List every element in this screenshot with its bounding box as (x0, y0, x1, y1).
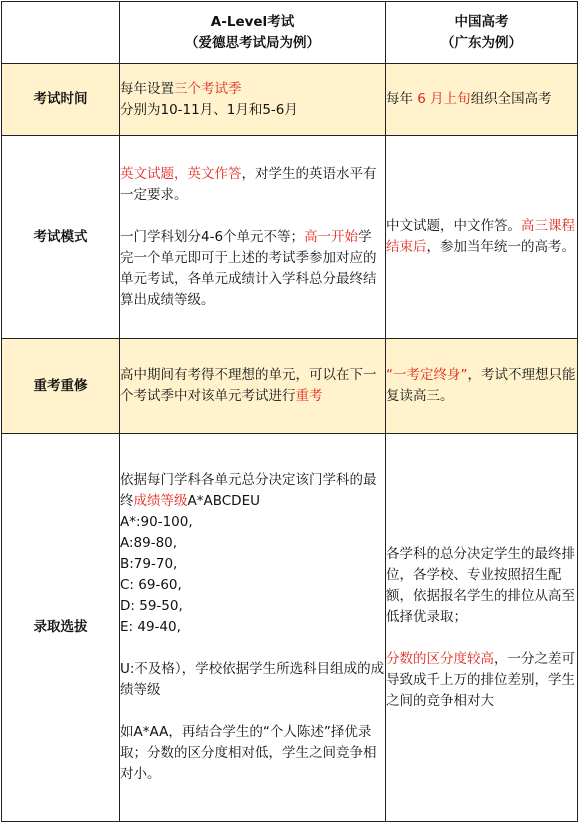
row-label-retake: 重考重修 (2, 339, 120, 434)
row-label-admission: 录取选拔 (2, 434, 120, 822)
corner-cell (2, 2, 120, 64)
row-admission (2, 434, 578, 822)
paragraph: 如A*AA，再结合学生的“个人陈述”择优录取；分数的区分度相对低，学生之间竞争相对小。 (120, 724, 377, 782)
text: 依据每门学科各单元总分决定该门学科的最终 (120, 472, 377, 509)
row-exam-time (2, 64, 578, 136)
text: 分别为10-11月、1月和5-6月 (120, 101, 298, 118)
highlight-text: 重考 (295, 388, 323, 404)
alevel-title: A-Level考试 (210, 13, 295, 30)
gaokao-admission (386, 434, 578, 822)
paragraph (120, 227, 385, 311)
gaokao-retake (386, 339, 578, 434)
highlight-text: 三个考试季 (174, 80, 242, 97)
text: A*ABCDEU (187, 493, 260, 509)
row-label-exam-time: 考试时间 (2, 64, 120, 136)
highlight-text: 成绩等级 (133, 493, 188, 509)
text: 学完一个单元即可于上述的考试季参加对应的单元考试，各单元成绩计入学科总分最终结算出成绩等级。 (120, 228, 377, 308)
paragraph (120, 470, 385, 512)
row-label-exam-mode: 考试模式 (2, 136, 120, 339)
text: 每年设置 (120, 80, 174, 97)
header-row (2, 2, 578, 64)
grade-line: D: 59-50, (120, 598, 183, 614)
highlight-text: 分数的区分度较高 (386, 650, 494, 667)
highlight-text: 英文试题，英文作答 (120, 165, 242, 182)
gaokao-subtitle: （广东为例） (441, 34, 522, 51)
text: ，对学生的英语水平有一定要求。 (120, 165, 377, 203)
grade-line: A:89-80, (120, 535, 178, 551)
alevel-admission (120, 434, 386, 822)
gaokao-exam-time (386, 64, 578, 136)
grade-line: E: 49-40, (120, 619, 181, 635)
paragraph (120, 164, 385, 206)
alevel-exam-mode (120, 136, 386, 339)
text: ，参加当年统一的高考。 (426, 239, 575, 255)
paragraph: 各学科的总分决定学生的最终排位，各学校、专业按照招生配额，依据报名学生的排位从高至低择优录取； (386, 545, 575, 625)
alevel-retake (120, 339, 386, 434)
alevel-subtitle: （爱德思考试局为例） (185, 34, 320, 51)
text: 组织全国高考 (470, 91, 552, 107)
alevel-column-header (120, 2, 386, 64)
grade-line: A*:90-100, (120, 514, 193, 530)
row-exam-mode (2, 136, 578, 339)
paragraph (386, 649, 577, 712)
gaokao-exam-mode (386, 136, 578, 339)
highlight-text: 高一开始 (304, 228, 359, 245)
paragraph: U:不及格），学校依据学生所选科目组成的成绩等级 (120, 661, 385, 698)
text: 中文试题，中文作答。 (386, 218, 521, 234)
text: ，考试不理想只能复读高三。 (386, 367, 576, 404)
highlight-text: “一考定终身” (386, 367, 468, 383)
highlight-text: 6 月上旬 (417, 91, 471, 107)
gaokao-column-header (386, 2, 578, 64)
gaokao-title: 中国高考 (454, 13, 509, 30)
text: 高中期间有考得不理想的单元，可以在下一个考试季中对该单元考试进行 (120, 367, 377, 404)
text: 一门学科划分4-6个单元不等； (120, 228, 305, 245)
alevel-exam-time (120, 64, 386, 136)
grade-line: C: 69-60, (120, 577, 182, 593)
text: 每年 (386, 91, 418, 107)
row-retake (2, 339, 578, 434)
grade-line: B:79-70, (120, 556, 178, 572)
highlight-text: 高三课程结束后 (386, 218, 575, 255)
text: ，一分之差可导致成千上万的排位差别，学生之间的竞争相对大 (386, 650, 575, 709)
comparison-table (1, 1, 578, 822)
